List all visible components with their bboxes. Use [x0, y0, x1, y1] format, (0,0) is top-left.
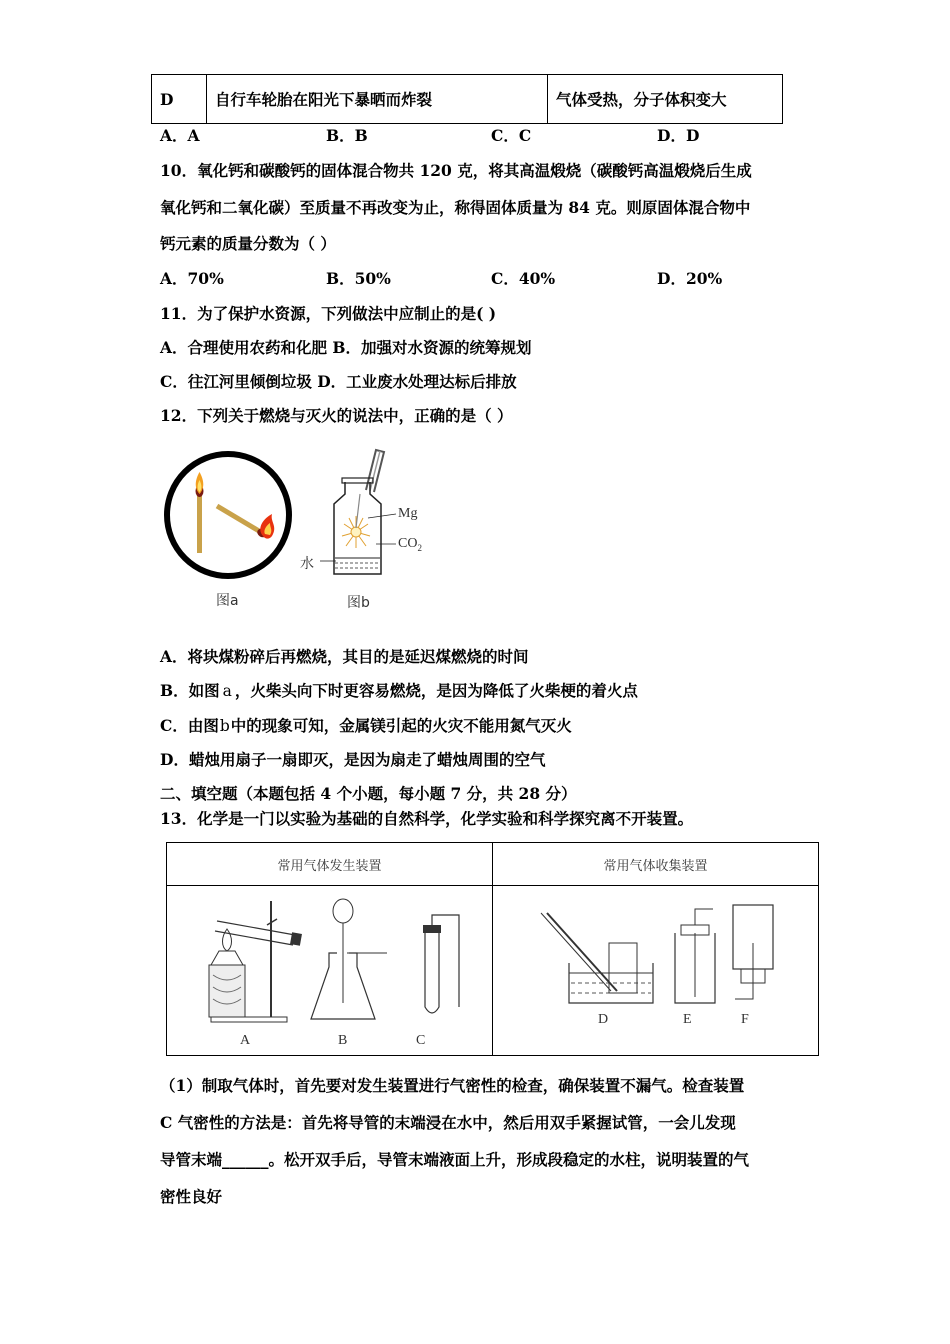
q10-option-d: D．20% [657, 269, 723, 288]
collection-apparatus-drawing [527, 903, 787, 1023]
header-collection-apparatus: 常用气体收集装置 [603, 859, 708, 874]
q9-option-b: B．B [326, 126, 368, 145]
q13-part1-line3: 导管末端______。松开双手后，导管末端液面上升，形成段稳定的水柱，说明装置的气 [160, 1150, 750, 1169]
q9-option-d: D．D [657, 126, 700, 145]
apparatus-label-b: B [338, 1033, 348, 1048]
q12-option-d: D．蜡烛用扇子一扇即灭，是因为扇走了蜡烛周围的空气 [160, 750, 546, 769]
apparatus-label-c: C [416, 1033, 426, 1048]
figure-b-label-co2: $CO_2$ [398, 536, 422, 553]
q13-part1-line1: （1）制取气体时，首先要对发生装置进行气密性的检查，确保装置不漏气。检查装置 [160, 1076, 745, 1095]
figure-b-mg-co2-jar [300, 446, 440, 581]
q12-stem: 12．下列关于燃烧与灭火的说法中，正确的是（ ） [160, 406, 513, 425]
q10-stem-line3: 钙元素的质量分数为（ ） [160, 234, 336, 253]
figure-b-label-mg: Mg [398, 506, 418, 521]
q9-option-c: C．C [491, 126, 532, 145]
answer-table [151, 74, 783, 124]
apparatus-label-a: A [240, 1033, 251, 1048]
q10-stem-line1: 10．氧化钙和碳酸钙的固体混合物共 120 克，将其高温煅烧（碳酸钙高温煅烧后生成 [160, 161, 752, 180]
q12-option-b: B．如图 a ，火柴头向下时更容易燃烧，是因为降低了火柴梗的着火点 [160, 681, 638, 700]
figure-b-caption: 图b [347, 595, 370, 611]
apparatus-label-d: D [598, 1012, 609, 1027]
q13-part1-line2: C 气密性的方法是：首先将导管的末端浸在水中，然后用双手紧握试管，一会儿发现 [160, 1113, 736, 1132]
table-row [152, 75, 783, 124]
q10-stem-line2: 氧化钙和二氧化碳）至质量不再改变为止，称得固体质量为 84 克。则原固体混合物中 [160, 198, 751, 217]
header-generation-apparatus: 常用气体发生装置 [277, 859, 382, 874]
figure-a-match-illustration [160, 448, 300, 583]
table-cell-explanation: 气体受热，分子体积变大 [548, 75, 783, 124]
q11-stem: 11．为了保护水资源，下列做法中应制止的是( ) [160, 304, 497, 323]
figure-b-label-water: 水 [300, 556, 314, 572]
section-heading: 二、填空题（本题包括 4 个小题，每小题 7 分，共 28 分） [160, 784, 577, 803]
q10-option-a: A．70% [160, 269, 224, 288]
q12-option-c: C．由图b中的现象可知，金属镁引起的火灾不能用氮气灭火 [160, 716, 572, 735]
apparatus-label-f: F [741, 1012, 749, 1027]
q13-stem: 13．化学是一门以实验为基础的自然科学，化学实验和科学探究离不开装置。 [160, 809, 694, 828]
q9-option-a: A．A [160, 126, 200, 145]
figure-a-caption: 图a [216, 593, 239, 609]
q11-options-ab: A．合理使用农药和化肥 B．加强对水资源的统筹规划 [160, 338, 532, 357]
apparatus-table [166, 842, 819, 1056]
q12-option-a: A．将块煤粉碎后再燃烧，其目的是延迟煤燃烧的时间 [160, 647, 529, 666]
q10-option-c: C．40% [491, 269, 556, 288]
q11-options-cd: C．往江河里倾倒垃圾 D．工业废水处理达标后排放 [160, 372, 517, 391]
generation-apparatus-drawing [197, 895, 467, 1035]
table-cell-letter: D [152, 75, 207, 124]
table-cell-phenomenon: 自行车轮胎在阳光下暴晒而炸裂 [207, 75, 548, 124]
q13-part1-line4: 密性良好 [160, 1187, 223, 1206]
apparatus-label-e: E [683, 1012, 692, 1027]
q10-option-b: B．50% [326, 269, 391, 288]
